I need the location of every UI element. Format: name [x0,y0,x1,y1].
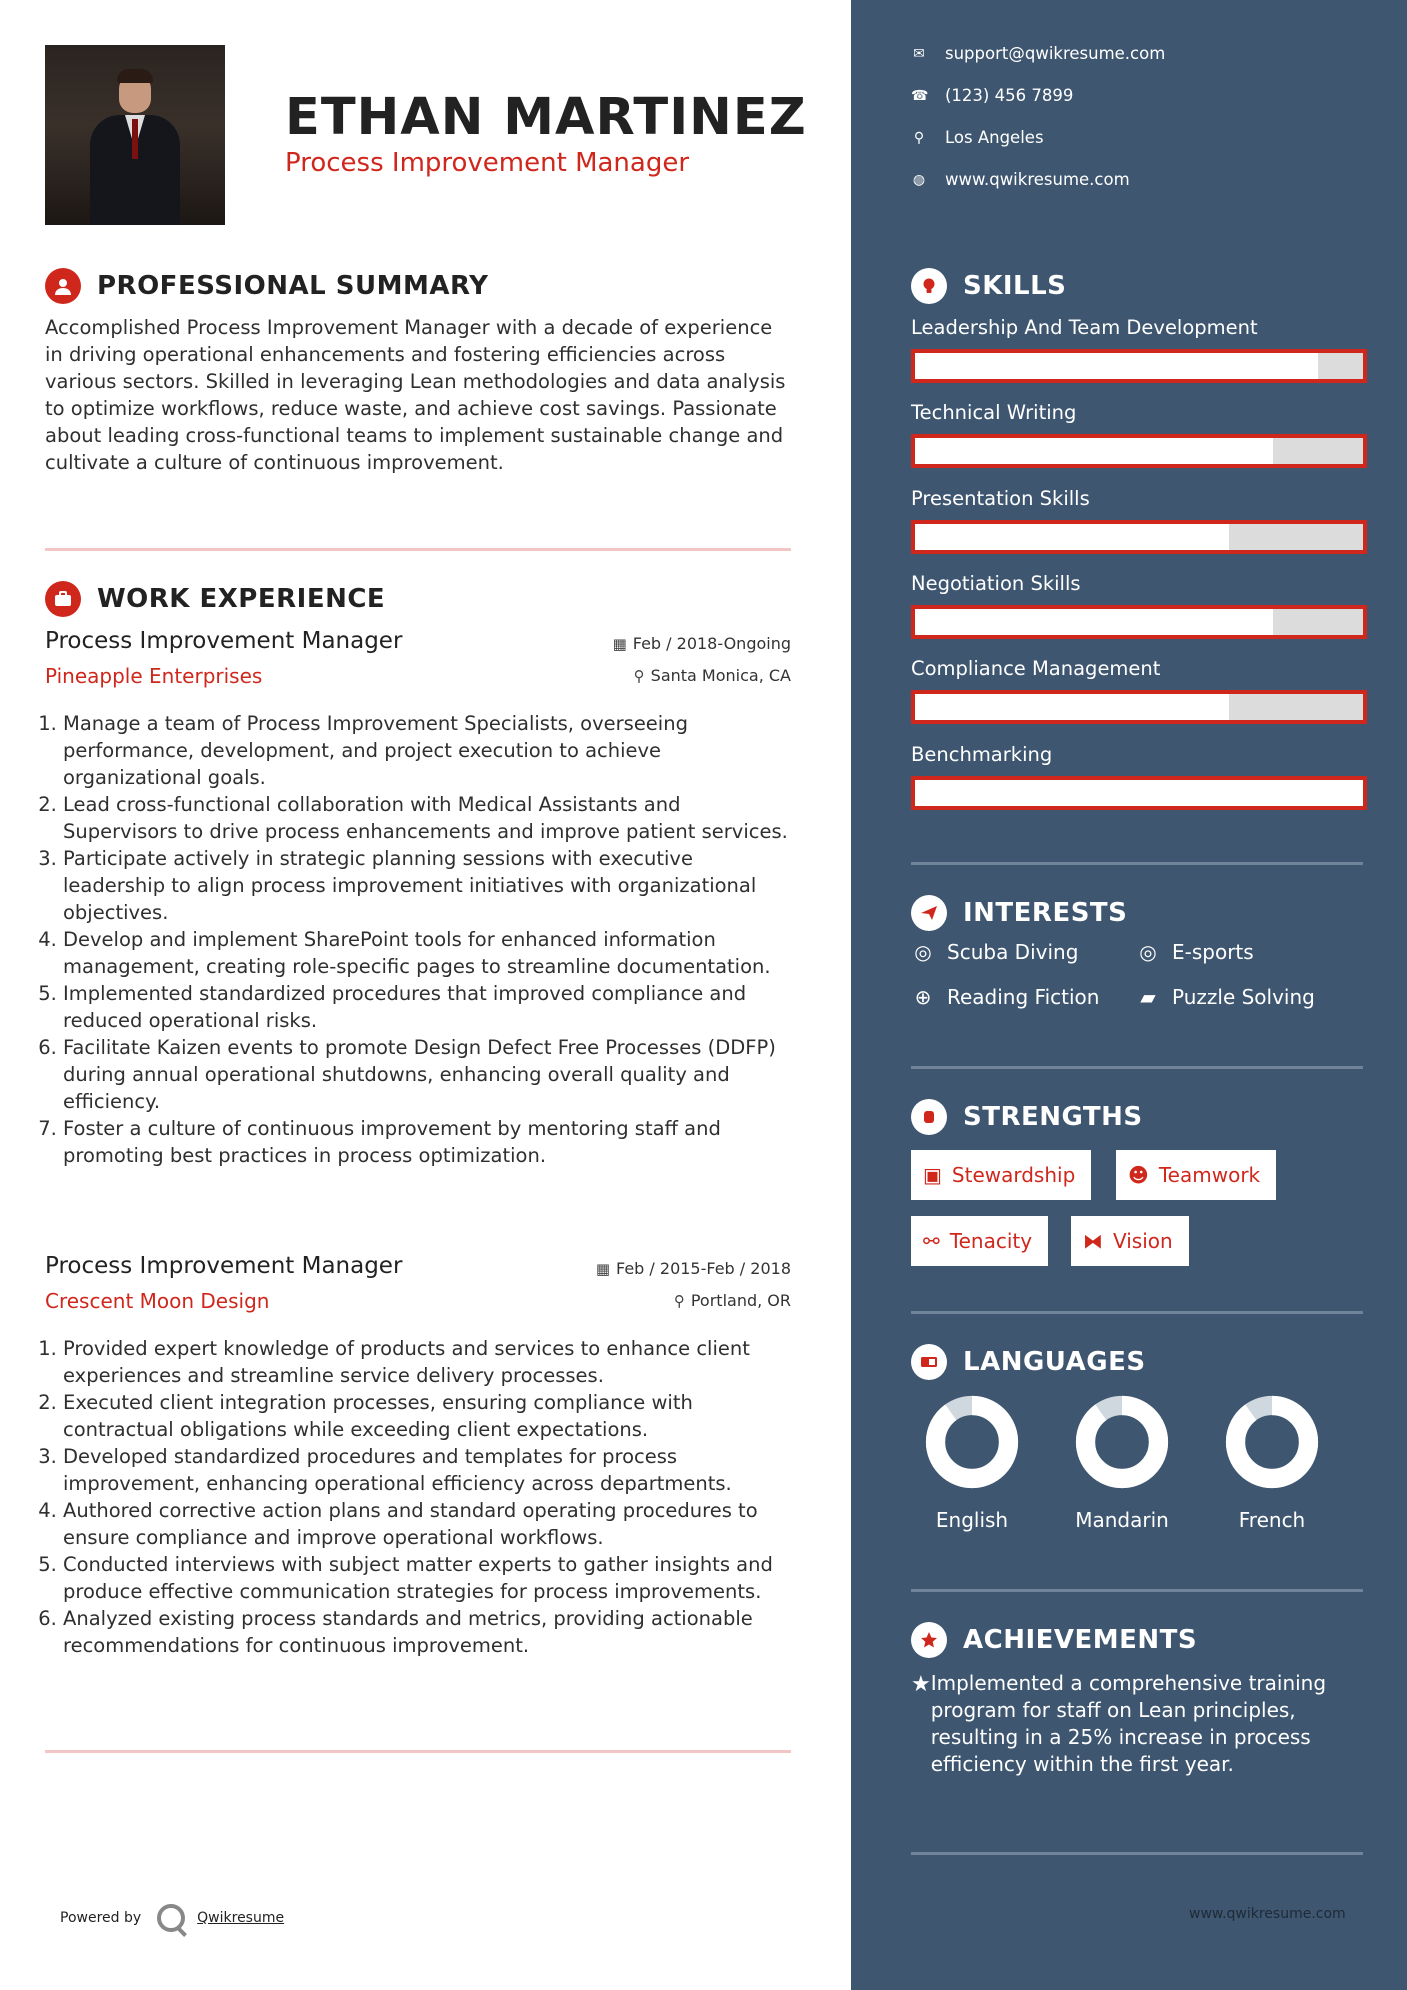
pin-icon: ⚲ [673,1292,685,1310]
skill-name: Presentation Skills [911,487,1090,510]
interest-item: ◎ Scuba Diving [911,940,1078,964]
list-item: 6. Analyzed existing process standards and metrics, providing actionable recommendations for continuous improvement. [63,1605,791,1659]
language-ring [924,1394,1020,1490]
languages-heading [911,1343,1146,1381]
skill-item [911,572,1367,639]
job-entry [45,628,791,1169]
language-name: French [1238,1508,1306,1532]
lightbulb-icon [911,268,947,304]
summary-text: Accomplished Process Improvement Manager with a decade of experience in driving operational enhancements and fostering efficiencies across various sectors. Skilled in leveraging Lean methodologies and data analysis to optimize workflows, reduce waste, and achieve cost savings. Passionate about leading cross-functional teams to implement sustainable change and cultivate a culture of continuous improvement. [45,316,786,474]
achievement-item [911,1670,1363,1778]
section-divider [911,1311,1363,1314]
skills-title: SKILLS [963,271,1067,301]
users-icon: ☻ [1128,1163,1149,1187]
language-name: Mandarin [1075,1508,1169,1532]
contact-website[interactable]: ◍ www.qwikresume.com [912,170,1130,189]
interests-heading [911,894,1127,932]
strengths-title: STRENGTHS [963,1102,1143,1132]
link-icon: ⚯ [923,1229,940,1253]
profile-photo [45,45,225,225]
list-item: 4. Authored corrective action plans and standard operating procedures to ensure compliance and improve operational workflows. [63,1497,791,1551]
skill-bar [911,434,1367,468]
skill-bar [911,776,1367,810]
map-marker-icon: ⚲ [913,129,925,146]
candidate-title: Process Improvement Manager [285,148,690,178]
job-title: Process Improvement Manager [45,1253,403,1279]
calendar-icon: ▦ [595,1260,610,1278]
list-item: 7. Foster a culture of continuous improvement by mentoring staff and promoting best practices in process optimization. [63,1115,791,1169]
skill-bar [911,690,1367,724]
achievement-text: Implemented a comprehensive training program for staff on Lean principles, resulting in a 25% increase in process efficiency within the first year. [930,1671,1327,1776]
skill-item [911,316,1367,383]
list-item: 2. Lead cross-functional collaboration with Medical Assistants and Supervisors to drive process enhancements and improve patient services. [63,791,791,845]
language-ring [1224,1394,1320,1490]
life-ring-icon: ◎ [1139,940,1157,964]
fist-icon [911,1099,947,1135]
briefcase-icon [45,581,81,617]
list-item: 2. Executed client integration processes, ensuring compliance with contractual obligations while exceeding client expectations. [63,1389,791,1443]
skill-fill [915,609,1273,635]
section-divider [911,1066,1363,1069]
job-entry [45,1253,791,1659]
strengths-heading [911,1098,1143,1136]
skill-fill [915,353,1318,379]
strength-chip: ☻ Teamwork [1116,1150,1276,1200]
interest-item: ▰ Puzzle Solving [1136,985,1315,1009]
briefcase-icon: ▣ [923,1163,942,1187]
list-item: 5. Conducted interviews with subject matter experts to gather insights and produce effective communication strategies for process improvements. [63,1551,791,1605]
job-date: ▦ Feb / 2015-Feb / 2018 [595,1259,791,1278]
phone-icon: ☎ [911,87,929,104]
gamepad-icon: ⊕ [914,985,932,1009]
skill-name: Technical Writing [911,401,1077,424]
sidebar [851,0,1407,1990]
skill-item [911,743,1367,810]
language-name: English [935,1508,1009,1532]
skill-name: Negotiation Skills [911,572,1081,595]
strength-chip: ⚯ Tenacity [911,1216,1048,1266]
job-location: ⚲ Portland, OR [673,1291,791,1310]
section-divider [911,1589,1363,1592]
skills-heading [911,267,1066,305]
skill-fill [915,780,1363,806]
globe-icon: ◍ [912,171,926,188]
paper-plane-icon [911,895,947,931]
contact-location: ⚲ Los Angeles [911,128,1044,147]
job-bullets [45,1335,791,1659]
book-icon: ▰ [1140,985,1156,1009]
binoculars-icon: ⧓ [1083,1229,1103,1253]
job-date: ▦ Feb / 2018-Ongoing [612,634,791,653]
section-divider [911,862,1363,865]
job-bullets [45,710,791,1169]
list-item: 4. Develop and implement SharePoint tools for enhanced information management, creating role-specific pages to streamline documentation. [63,926,791,980]
skill-item [911,657,1367,724]
job-company: Crescent Moon Design [45,1289,270,1313]
envelope-icon: ✉ [913,45,925,62]
skill-item [911,401,1367,468]
experience-title: WORK EXPERIENCE [97,584,386,614]
interest-item: ⊕ Reading Fiction [911,985,1099,1009]
interest-item: ◎ E-sports [1136,940,1254,964]
pin-icon: ⚲ [633,667,645,685]
language-item [1067,1394,1177,1532]
skill-name: Compliance Management [911,657,1161,680]
achievements-title: ACHIEVEMENTS [963,1625,1198,1655]
list-item: 1. Manage a team of Process Improvement Specialists, overseeing performance, development, and project execution to achieve organizational goals. [63,710,791,791]
contact-phone[interactable]: ☎ (123) 456 7899 [911,86,1074,105]
candidate-name: ETHAN MARTINEZ [285,88,807,147]
qwikresume-logo-icon [157,1904,185,1932]
calendar-icon: ▦ [612,635,627,653]
summary-title: PROFESSIONAL SUMMARY [97,271,489,301]
language-ring [1074,1394,1170,1490]
strength-chip: ⧓ Vision [1071,1216,1189,1266]
skill-bar [911,349,1367,383]
list-item: 3. Developed standardized procedures and templates for process improvement, enhancing operational efficiency across departments. [63,1443,791,1497]
section-divider [911,1852,1363,1855]
list-item: 1. Provided expert knowledge of products and services to enhance client experiences and streamline service delivery processes. [63,1335,791,1389]
achievements-heading [911,1621,1197,1659]
brand-link[interactable]: Qwikresume [197,1910,285,1926]
languages-title: LANGUAGES [963,1347,1146,1377]
job-location: ⚲ Santa Monica, CA [633,666,791,685]
interests-title: INTERESTS [963,898,1128,928]
contact-email[interactable]: ✉ support@qwikresume.com [911,44,1165,63]
language-item [917,1394,1027,1532]
skill-fill [915,524,1229,550]
job-company: Pineapple Enterprises [45,664,263,688]
skill-name: Leadership And Team Development [911,316,1258,339]
job-title: Process Improvement Manager [45,628,403,654]
life-ring-icon: ◎ [914,940,932,964]
list-item: 6. Facilitate Kaizen events to promote Design Defect Free Processes (DDFP) during annual operational shutdowns, enhancing overall quality and efficiency. [63,1034,791,1115]
user-icon [45,268,81,304]
skill-name: Benchmarking [911,743,1053,766]
footer-website[interactable]: www.qwikresume.com [1189,1906,1346,1922]
strength-chip: ▣ Stewardship [911,1150,1091,1200]
skill-bar [911,520,1367,554]
skill-item [911,487,1367,554]
list-item: 5. Implemented standardized procedures that improved compliance and reduced operational risks. [63,980,791,1034]
skill-bar [911,605,1367,639]
star-icon [911,1622,947,1658]
section-divider [45,1750,791,1753]
skill-fill [915,694,1229,720]
list-item: 3. Participate actively in strategic planning sessions with executive leadership to align process improvement initiatives with organizational objectives. [63,845,791,926]
language-item [1217,1394,1327,1532]
section-divider [45,548,791,551]
language-icon [911,1344,947,1380]
star-icon: ★ [911,1672,931,1697]
summary-heading [45,267,488,305]
skill-fill [915,438,1273,464]
experience-heading [45,580,385,618]
powered-by: Powered by Qwikresume [60,1904,284,1932]
